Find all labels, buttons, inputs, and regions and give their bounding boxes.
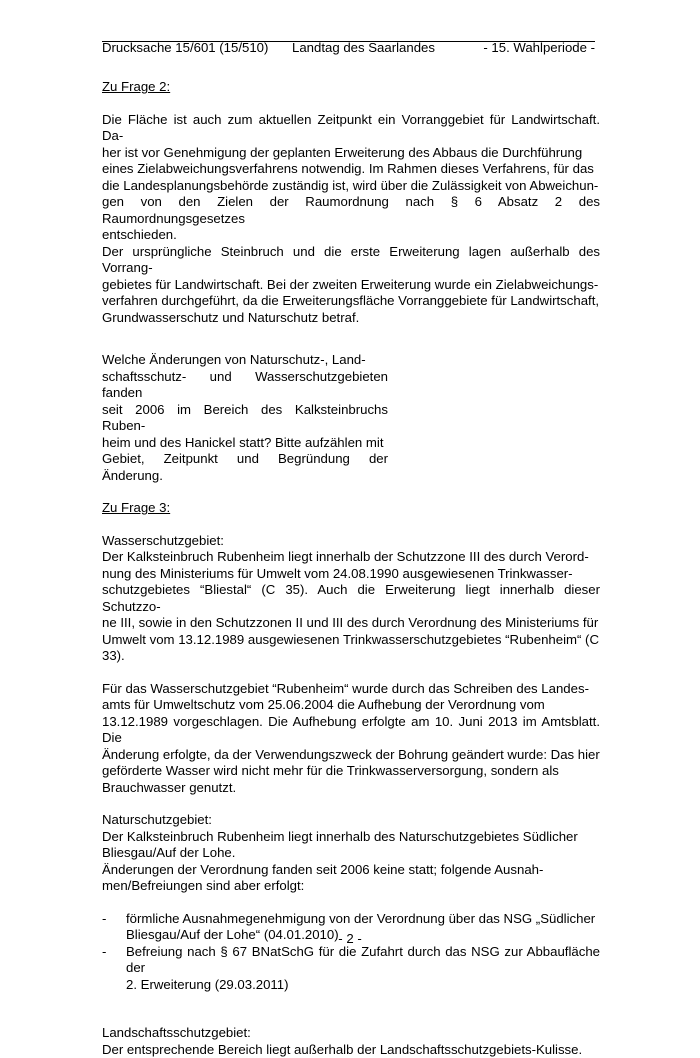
text-line: seit 2006 im Bereich des Kalksteinbruchs Ruben- xyxy=(102,402,388,434)
text-line: schutzgebietes “Bliestal“ (C 35). Auch die Erweiterung liegt innerhalb dieser Schutzzo- xyxy=(102,582,600,614)
text-line: 33). xyxy=(102,648,125,663)
text-line: 2. Erweiterung (29.03.2011) xyxy=(126,977,289,992)
text-line: eines Zielabweichungsverfahrens notwendig. Im Rahmen dieses Verfahrens, für das xyxy=(102,161,594,176)
document-body xyxy=(102,79,600,1058)
text-line: Grundwasserschutz und Naturschutz betraf. xyxy=(102,310,359,325)
text-line: amts für Umweltschutz vom 25.06.2004 die Aufhebung der Verordnung vom xyxy=(102,697,545,712)
water-protection-title: Wasserschutzgebiet: xyxy=(102,533,600,550)
water-protection-paragraph-1 xyxy=(102,549,600,665)
text-line: Änderungen der Verordnung fanden seit 2006 keine statt; folgende Ausnah- xyxy=(102,862,543,877)
text-line: men/Befreiungen sind aber erfolgt: xyxy=(102,878,304,893)
nature-protection-paragraph-1 xyxy=(102,829,600,862)
text-line: ne III, sowie in den Schutzzonen II und III des durch Verordnung des Ministeriums für xyxy=(102,615,598,630)
text-line: die Landesplanungsbehörde zuständig ist, wird über die Zulässigkeit von Abweichun- xyxy=(102,178,598,193)
list-bullet: - xyxy=(102,944,106,961)
text-line: Die Fläche ist auch zum aktuellen Zeitpunkt ein Vorranggebiet für Landwirtschaft. Da- xyxy=(102,112,600,144)
header-parliament: Landtag des Saarlandes xyxy=(292,40,435,56)
text-line: gen von den Zielen der Raumordnung nach § 6 Absatz 2 des Raumordnungsgesetzes xyxy=(102,194,600,226)
exemptions-list xyxy=(102,911,600,994)
text-line: heim und des Hanickel statt? Bitte aufzählen mit xyxy=(102,435,383,450)
text-line: Für das Wasserschutzgebiet “Rubenheim“ wurde durch das Schreiben des Landes- xyxy=(102,681,589,696)
nature-protection-title: Naturschutzgebiet: xyxy=(102,812,600,829)
text-line: Bliesgau/Auf der Lohe“ (04.01.2010) xyxy=(126,927,339,942)
question-3-text xyxy=(102,352,388,484)
answer-2-heading: Zu Frage 2: xyxy=(102,79,600,96)
text-line: nung des Ministeriums für Umwelt vom 24.08.1990 ausgewiesenen Trinkwasser- xyxy=(102,566,573,581)
answer-2-paragraph-2 xyxy=(102,244,600,327)
landscape-protection-title: Landschaftsschutzgebiet: xyxy=(102,1025,600,1042)
text-line: Der Kalksteinbruch Rubenheim liegt innerhalb des Naturschutzgebietes Südlicher xyxy=(102,829,578,844)
answer-2-paragraph-1 xyxy=(102,112,600,244)
text-line: Der Kalksteinbruch Rubenheim liegt innerhalb der Schutzzone III des durch Verord- xyxy=(102,549,589,564)
text-line: Gebiet, Zeitpunkt und Begründung der Änderung. xyxy=(102,451,388,483)
text-line: geförderte Wasser wird nicht mehr für die Trinkwasserversorgung, sondern als xyxy=(102,763,559,778)
landscape-protection-text: Der entsprechende Bereich liegt außerhalb der Landschaftsschutzgebiets-Kulisse. xyxy=(102,1042,600,1058)
page-header xyxy=(102,40,595,42)
text-line: verfahren durchgeführt, da die Erweiterungsfläche Vorranggebiete für Landwirtschaft, xyxy=(102,293,599,308)
text-line: Befreiung nach § 67 BNatSchG für die Zufahrt durch das NSG zur Abbaufläche der xyxy=(126,944,600,976)
water-protection-paragraph-2 xyxy=(102,681,600,797)
text-line: förmliche Ausnahmegenehmigung von der Verordnung über das NSG „Südlicher xyxy=(126,911,595,926)
list-item xyxy=(102,944,600,994)
text-line: Umwelt vom 13.12.1989 ausgewiesenen Trinkwasserschutzgebietes “Rubenheim“ (C xyxy=(102,632,599,647)
list-item-text xyxy=(126,944,600,992)
list-bullet: - xyxy=(102,911,106,928)
text-line: Welche Änderungen von Naturschutz-, Land- xyxy=(102,352,366,367)
page-number: - 2 - xyxy=(0,931,700,946)
text-line: her ist vor Genehmigung der geplanten Erweiterung des Abbaus die Durchführung xyxy=(102,145,582,160)
text-line: Bliesgau/Auf der Lohe. xyxy=(102,845,235,860)
text-line: 13.12.1989 vorgeschlagen. Die Aufhebung erfolgte am 10. Juni 2013 im Amtsblatt. Die xyxy=(102,714,600,746)
header-period: - 15. Wahlperiode - xyxy=(483,40,595,56)
text-line: gebietes für Landwirtschaft. Bei der zweiten Erweiterung wurde ein Zielabweichungs- xyxy=(102,277,598,292)
text-line: Änderung erfolgte, da der Verwendungszweck der Bohrung geändert wurde: Das hier xyxy=(102,747,600,762)
text-line: schaftsschutz- und Wasserschutzgebieten fanden xyxy=(102,369,388,401)
nature-protection-paragraph-2 xyxy=(102,862,600,895)
text-line: Brauchwasser genutzt. xyxy=(102,780,236,795)
header-doc-number: Drucksache 15/601 (15/510) xyxy=(102,40,268,56)
text-line: entschieden. xyxy=(102,227,177,242)
answer-3-heading: Zu Frage 3: xyxy=(102,500,600,517)
text-line: Der ursprüngliche Steinbruch und die erste Erweiterung lagen außerhalb des Vorrang- xyxy=(102,244,600,276)
